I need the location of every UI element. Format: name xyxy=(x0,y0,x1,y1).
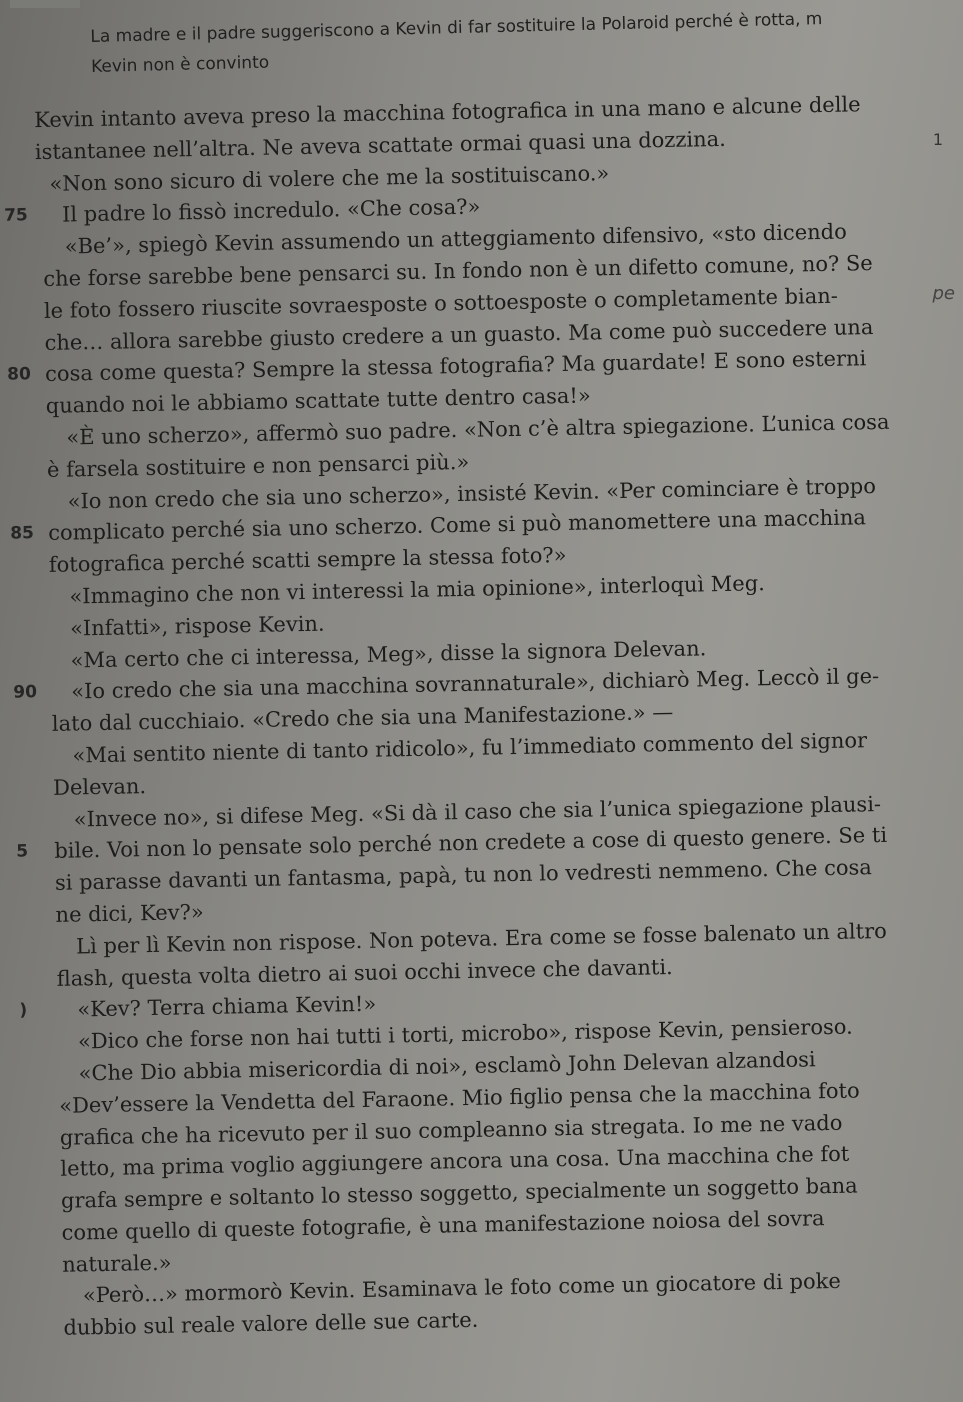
line-text: è farsela sostituire e non pensarci più.» xyxy=(46,449,470,482)
line-text: complicato perché sia uno scherzo. Come si può manomettere una macchina xyxy=(47,505,867,546)
line-text: grafica che ha ricevuto per il suo compleanno sia stregata. Io me ne vado xyxy=(59,1110,843,1150)
line-text: che forse sarebbe bene pensarci su. In fondo non è un difetto comune, no? Se xyxy=(43,251,873,291)
line-text: «Non sono sicuro di volere che me la sostituiscano.» xyxy=(49,160,610,196)
line-text: «Invece no», si difese Meg. «Si dà il caso che sia l’unica spiegazione plausi- xyxy=(73,791,882,832)
line-text: «Dev’essere la Vendetta del Faraone. Mio figlio pensa che la macchina foto xyxy=(58,1078,860,1118)
line-text: «Però…» mormorò Kevin. Esaminava le foto come un giocatore di poke xyxy=(82,1269,842,1308)
line-text: Lì per lì Kevin non rispose. Non poteva. Era come se fosse balenato un altro xyxy=(75,918,887,959)
line-text: Il padre lo fissò incredulo. «Che cosa?» xyxy=(61,194,481,227)
line-text: naturale.» xyxy=(62,1250,172,1277)
line-text: quando noi le abbiamo scattate tutte dentro casa!» xyxy=(45,383,591,419)
line-text: lato dal cucchiaio. «Credo che sia una Manifestazione.» — xyxy=(51,700,674,737)
line-text: le foto fossero riuscite sovraesposte o sottoesposte o completamente bian- xyxy=(43,283,839,323)
line-number: 5 xyxy=(16,841,29,862)
line-number: 85 xyxy=(10,523,35,545)
line-text: «Io credo che sia una macchina sovrannaturale», dichiarò Meg. Leccò il ge- xyxy=(71,664,880,704)
line-text: «Infatti», rispose Kevin. xyxy=(69,611,325,641)
line-text: flash, questa volta dietro ai suoi occhi invece che davanti. xyxy=(56,954,673,991)
summary-line-1: La madre e il padre suggeriscono a Kevin di far sostituire la Polaroid perché è rotta, m xyxy=(90,9,823,47)
line-text: «Che Dio abbia misericordia di noi», esclamò John Delevan alzandosi xyxy=(78,1047,816,1086)
story-text xyxy=(3,88,963,1345)
line-text: bile. Voi non lo pensate solo perché non credete a cose di questo genere. Se ti xyxy=(54,823,888,864)
line-text: cosa come questa? Sempre la stessa fotografia? Ma guardate! E sono esterni xyxy=(44,346,867,387)
line-text: «Immagino che non vi interessi la mia opinione», interloquì Meg. xyxy=(69,571,766,609)
line-number: 75 xyxy=(3,205,28,227)
margin-fragment: pe xyxy=(932,283,955,304)
line-text: Kevin intanto aveva preso la macchina fotografica in una mano e alcune delle xyxy=(34,92,861,133)
line-text: «Io non credo che sia uno scherzo», insisté Kevin. «Per cominciare è troppo xyxy=(67,473,877,514)
line-text: istantanee nell’altra. Ne aveva scattate ormai quasi una dozzina. xyxy=(34,126,727,164)
line-text: dubbio sul reale valore delle sue carte. xyxy=(63,1308,479,1341)
margin-page-number: 1 xyxy=(932,130,943,149)
page-tab xyxy=(10,0,80,8)
line-text: «Dico che forse non hai tutti i torti, microbo», rispose Kevin, pensieroso. xyxy=(77,1014,853,1054)
line-number: 80 xyxy=(6,364,32,386)
line-text: «È uno scherzo», affermò suo padre. «Non c’è altra spiegazione. L’unica cosa xyxy=(66,409,890,450)
line-text: Delevan. xyxy=(52,773,147,800)
line-text: letto, ma prima voglio aggiungere ancora una cosa. Una macchina che fot xyxy=(60,1141,850,1182)
line-text: grafa sempre e soltanto lo stesso soggetto, specialmente un soggetto bana xyxy=(60,1173,858,1213)
chapter-summary-note xyxy=(90,2,891,82)
line-text: «Be’», spiegò Kevin assumendo un atteggiamento difensivo, «sto dicendo xyxy=(64,219,847,259)
line-number: 90 xyxy=(13,682,38,703)
line-text: che… allora sarebbe giusto credere a un guasto. Ma come può succedere una xyxy=(44,314,874,355)
line-text: ne dici, Kev?» xyxy=(55,899,204,927)
line-text: «Mai sentito niente di tanto ridicolo», fu l’immediato commento del signor xyxy=(72,728,868,768)
line-text: «Ma certo che ci interessa, Meg», disse la signora Delevan. xyxy=(70,635,707,673)
line-text: fotografica perché scatti sempre la stessa foto?» xyxy=(48,543,567,578)
line-text: si parasse davanti un fantasma, papà, tu non lo vedresti nemmeno. Che cosa xyxy=(54,855,873,895)
line-text: «Kev? Terra chiama Kevin!» xyxy=(77,992,377,1022)
summary-line-2: Kevin non è convinto xyxy=(90,52,270,77)
line-number: ) xyxy=(19,1000,28,1021)
line-text: come quello di queste fotografie, è una manifestazione noiosa del sovra xyxy=(61,1206,825,1245)
